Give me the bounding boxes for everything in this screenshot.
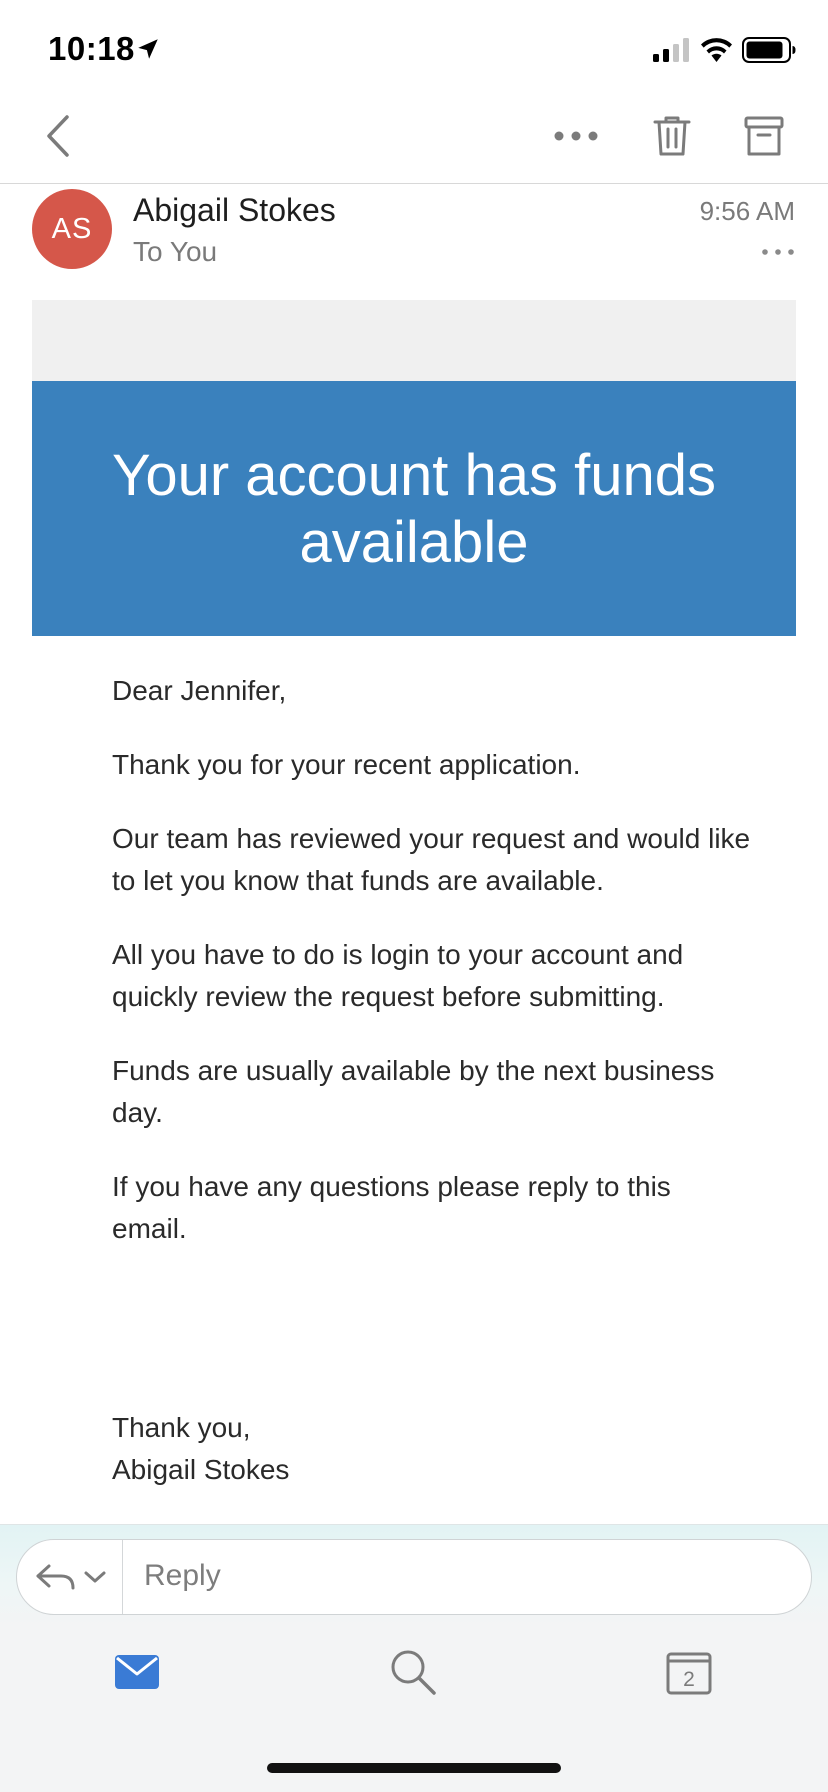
email-paragraph: Our team has reviewed your request and would like to let you know that funds are available. <box>112 823 751 896</box>
reply-options-button[interactable] <box>17 1540 123 1614</box>
tab-mail[interactable] <box>102 1637 172 1707</box>
calendar-icon <box>666 1649 712 1695</box>
email-paragraph: Dear Jennifer, <box>112 675 287 706</box>
sender-name[interactable]: Abigail Stokes <box>133 192 336 228</box>
email-signature <box>112 1407 289 1491</box>
email-header-band <box>32 300 796 381</box>
chevron-down-icon <box>83 1569 107 1585</box>
message-header <box>0 184 828 284</box>
more-horizontal-icon <box>758 240 798 264</box>
search-icon <box>389 1648 437 1696</box>
trash-icon <box>652 114 692 158</box>
back-button[interactable] <box>28 106 88 166</box>
battery-icon <box>742 37 796 63</box>
signature-name: Abigail Stokes <box>112 1454 290 1485</box>
sender-avatar[interactable]: AS <box>32 189 112 269</box>
email-paragraph: All you have to do is login to your account and quickly review the request before submitting. <box>112 939 684 1012</box>
archive-button[interactable] <box>734 106 794 166</box>
more-horizontal-icon <box>553 130 599 142</box>
email-body <box>112 670 752 1282</box>
message-toolbar <box>0 96 828 184</box>
delete-button[interactable] <box>642 106 702 166</box>
bottom-panel <box>0 1524 828 1792</box>
reply-bar[interactable] <box>16 1539 812 1615</box>
sign-off-line: Thank you, <box>112 1412 251 1443</box>
location-arrow-icon <box>135 36 161 62</box>
email-banner <box>32 381 796 636</box>
message-details-button[interactable] <box>758 240 798 264</box>
mail-icon <box>114 1654 160 1690</box>
status-bar <box>0 0 828 96</box>
recipient-line: To You <box>133 236 218 267</box>
more-options-button[interactable] <box>546 106 606 166</box>
home-indicator[interactable] <box>267 1763 561 1773</box>
calendar-day-number: 2 <box>683 1668 695 1691</box>
email-paragraph: If you have any questions please reply to this email. <box>112 1171 671 1244</box>
reply-arrow-icon <box>33 1560 77 1594</box>
email-paragraph: Funds are usually available by the next business day. <box>112 1055 715 1128</box>
archive-icon <box>744 115 784 157</box>
status-time: 10:18 <box>48 30 135 67</box>
email-paragraph: Thank you for your recent application. <box>112 749 581 780</box>
wifi-icon <box>700 35 733 62</box>
banner-title: Your account has funds available <box>111 442 717 575</box>
tab-search[interactable] <box>378 1637 448 1707</box>
reply-input[interactable]: Reply <box>144 1559 221 1592</box>
chevron-left-icon <box>43 113 73 159</box>
tab-calendar[interactable] <box>654 1637 724 1707</box>
tab-bar <box>0 1637 828 1717</box>
cellular-signal-icon <box>653 38 689 62</box>
sent-time: 9:56 AM <box>699 196 795 226</box>
